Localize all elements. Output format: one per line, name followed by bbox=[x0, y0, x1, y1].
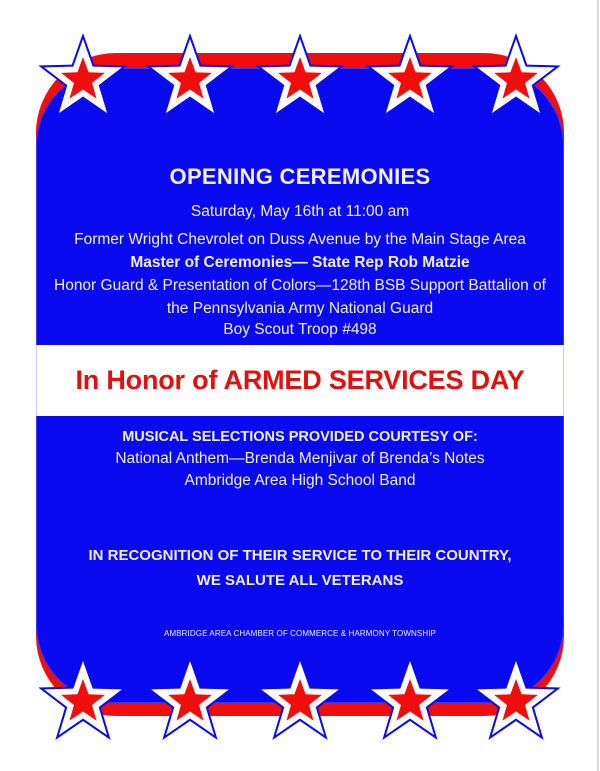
sponsors-footer: AMBRIDGE AREA CHAMBER OF COMMERCE & HARMONY TOWNSHIP bbox=[164, 629, 436, 638]
recognition-line-2: WE SALUTE ALL VETERANS bbox=[196, 572, 404, 589]
star-icon bbox=[466, 30, 566, 130]
star-icon bbox=[360, 652, 460, 752]
boy-scout-troop: Boy Scout Troop #498 bbox=[223, 321, 377, 338]
star-icon bbox=[360, 30, 460, 130]
star-icon bbox=[140, 30, 240, 130]
music-heading: MUSICAL SELECTIONS PROVIDED COURTESY OF: bbox=[122, 429, 478, 445]
honor-guard-line-1: Honor Guard & Presentation of Colors—128th BSB Support Battalion of bbox=[54, 277, 546, 294]
star-icon bbox=[33, 30, 133, 130]
star-icon bbox=[140, 652, 240, 752]
event-date-time: Saturday, May 16th at 11:00 am bbox=[190, 203, 410, 220]
music-line-band: Ambridge Area High School Band bbox=[184, 472, 416, 489]
flyer-heading: OPENING CEREMONIES bbox=[169, 164, 431, 189]
recognition-line-1: IN RECOGNITION OF THEIR SERVICE TO THEIR COUNTRY, bbox=[88, 547, 512, 564]
event-location: Former Wright Chevrolet on Duss Avenue by the Main Stage Area bbox=[74, 231, 526, 248]
master-of-ceremonies: Master of Ceremonies— State Rep Rob Matzie bbox=[130, 254, 470, 271]
star-icon bbox=[33, 652, 133, 752]
star-icon bbox=[250, 30, 350, 130]
music-line-anthem: National Anthem—Brenda Menjivar of Brenda’s Notes bbox=[115, 450, 485, 467]
honor-guard-line-2: the Pennsylvania Army National Guard bbox=[166, 300, 434, 317]
star-icon bbox=[466, 652, 566, 752]
page-edge-divider bbox=[597, 0, 599, 771]
star-icon bbox=[250, 652, 350, 752]
armed-services-day-banner: In Honor of ARMED SERVICES DAY bbox=[75, 365, 525, 395]
